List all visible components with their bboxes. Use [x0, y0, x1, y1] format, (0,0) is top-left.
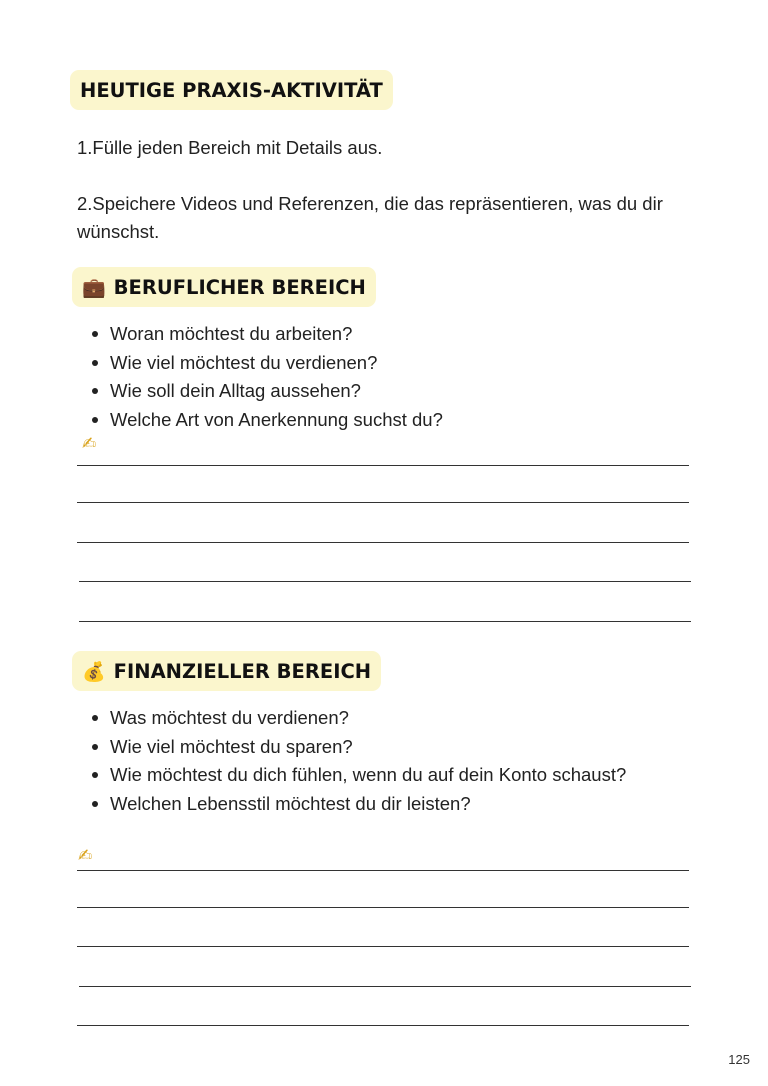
page-title: [70, 70, 393, 110]
list-item: Wie möchtest du dich fühlen, wenn du auf dein Konto schaust?: [92, 761, 630, 790]
section-title-text: FINANZIELLER BEREICH: [113, 659, 372, 683]
list-item: Welche Art von Anerkennung suchst du?: [92, 406, 692, 435]
bullet-dot: [92, 801, 98, 807]
page-title-text: HEUTIGE PRAXIS-AKTIVITÄT: [80, 78, 383, 102]
bullet-dot: [92, 417, 98, 423]
bullet-dot: [92, 744, 98, 750]
section-title-text: BERUFLICHER BEREICH: [113, 275, 366, 299]
writing-hand-icon: ✍: [78, 846, 93, 866]
list-item: Was möchtest du verdienen?: [92, 704, 692, 733]
section-title-financial: [72, 651, 381, 691]
list-item: Welchen Lebensstil möchtest du dir leisten?: [92, 790, 692, 819]
bullet-dot: [92, 331, 98, 337]
bullet-dot: [92, 772, 98, 778]
page-number: 125: [728, 1052, 750, 1067]
question-list-financial: [92, 704, 692, 818]
bullet-dot: [92, 715, 98, 721]
writing-line[interactable]: [77, 542, 689, 543]
bullet-dot: [92, 360, 98, 366]
bullet-dot: [92, 388, 98, 394]
money-bag-icon: 💰: [82, 660, 106, 683]
writing-line[interactable]: [77, 465, 689, 466]
list-item: Wie soll dein Alltag aussehen?: [92, 377, 692, 406]
writing-line[interactable]: [79, 621, 691, 622]
briefcase-icon: 💼: [82, 276, 106, 299]
instruction-1: 1.Fülle jeden Bereich mit Details aus.: [77, 137, 383, 158]
writing-line[interactable]: [77, 907, 689, 908]
writing-line[interactable]: [79, 986, 691, 987]
writing-line[interactable]: [77, 946, 689, 947]
writing-line[interactable]: [77, 1025, 689, 1026]
list-item: Wie viel möchtest du sparen?: [92, 733, 692, 762]
question-list-professional: [92, 320, 692, 434]
section-title-professional: [72, 267, 376, 307]
writing-line[interactable]: [79, 581, 691, 582]
instruction-2: 2.Speichere Videos und Referenzen, die das repräsentieren, was du dir wünschst.: [77, 193, 663, 242]
writing-line[interactable]: [77, 502, 689, 503]
writing-hand-icon: ✍: [82, 434, 97, 454]
writing-line[interactable]: [77, 870, 689, 871]
list-item: Wie viel möchtest du verdienen?: [92, 349, 692, 378]
list-item: Woran möchtest du arbeiten?: [92, 320, 692, 349]
